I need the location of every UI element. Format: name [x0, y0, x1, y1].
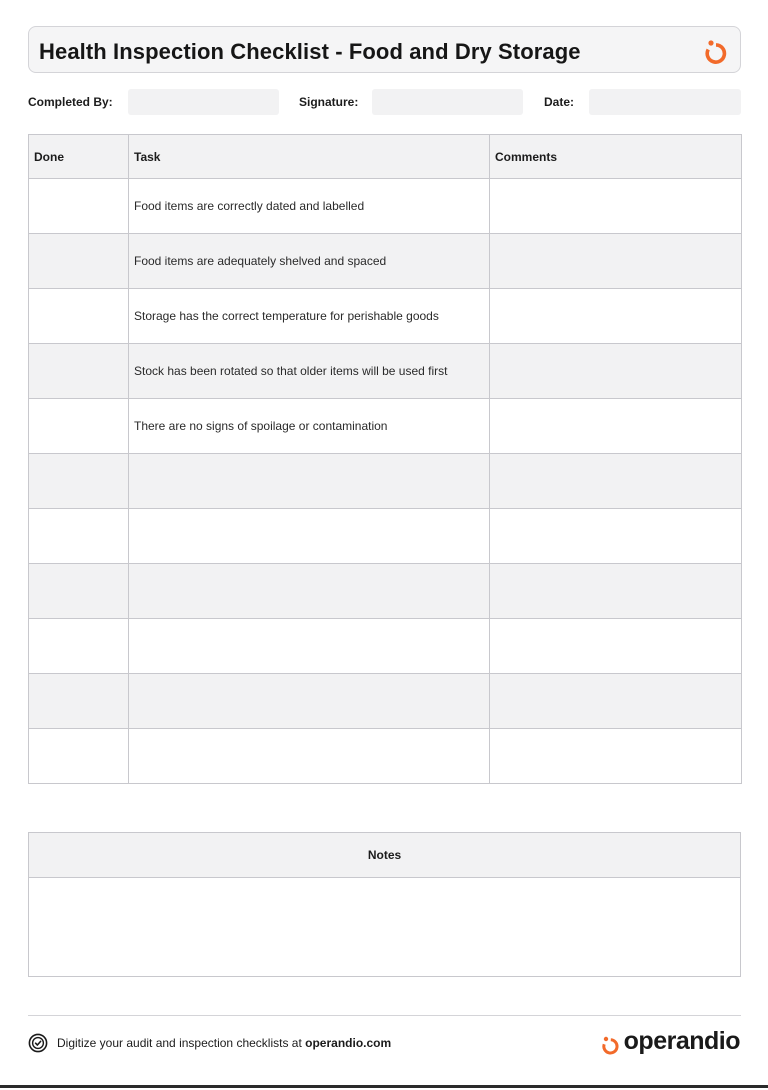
- task-cell[interactable]: [129, 729, 490, 784]
- done-cell[interactable]: [29, 564, 129, 619]
- checklist-table: [28, 134, 742, 784]
- done-cell[interactable]: [29, 619, 129, 674]
- table-row: [29, 619, 742, 674]
- footer-text: [57, 1036, 391, 1050]
- done-cell[interactable]: [29, 179, 129, 234]
- comments-cell[interactable]: [490, 234, 742, 289]
- page-bottom-rule: [0, 1085, 768, 1088]
- done-cell[interactable]: [29, 234, 129, 289]
- done-cell[interactable]: [29, 344, 129, 399]
- done-cell[interactable]: [29, 289, 129, 344]
- table-row: [29, 179, 742, 234]
- table-row: [29, 454, 742, 509]
- signature-field[interactable]: [372, 89, 523, 115]
- comments-cell[interactable]: [490, 289, 742, 344]
- task-cell: Stock has been rotated so that older items will be used first: [129, 344, 490, 399]
- table-row: [29, 289, 742, 344]
- comments-cell[interactable]: [490, 454, 742, 509]
- table-row: [29, 729, 742, 784]
- comments-cell[interactable]: [490, 729, 742, 784]
- task-cell[interactable]: [129, 674, 490, 729]
- column-header-task: Task: [129, 135, 490, 179]
- comments-cell[interactable]: [490, 564, 742, 619]
- signature-label: Signature:: [299, 95, 359, 109]
- operandio-mark-icon: [601, 1035, 621, 1055]
- task-cell: There are no signs of spoilage or contamination: [129, 399, 490, 454]
- notes-header: Notes: [29, 833, 740, 878]
- notes-area[interactable]: [29, 878, 740, 977]
- done-cell[interactable]: [29, 729, 129, 784]
- column-header-done: Done: [29, 135, 129, 179]
- table-row: [29, 509, 742, 564]
- task-cell[interactable]: [129, 564, 490, 619]
- table-row: [29, 399, 742, 454]
- task-cell[interactable]: [129, 619, 490, 674]
- task-cell[interactable]: [129, 509, 490, 564]
- table-row: [29, 674, 742, 729]
- task-cell: Storage has the correct temperature for perishable goods: [129, 289, 490, 344]
- done-cell[interactable]: [29, 509, 129, 564]
- date-label: Date:: [544, 95, 575, 109]
- task-cell: Food items are correctly dated and labelled: [129, 179, 490, 234]
- column-header-comments: Comments: [490, 135, 742, 179]
- table-header-row: [29, 135, 742, 179]
- task-cell[interactable]: [129, 454, 490, 509]
- operandio-logo-icon: [703, 38, 729, 64]
- comments-cell[interactable]: [490, 399, 742, 454]
- footer-link[interactable]: operandio.com: [305, 1036, 392, 1050]
- comments-cell[interactable]: [490, 509, 742, 564]
- completed-by-field[interactable]: [128, 89, 279, 115]
- table-row: [29, 234, 742, 289]
- footer-divider: [28, 1015, 741, 1016]
- comments-cell[interactable]: [490, 619, 742, 674]
- table-row: [29, 564, 742, 619]
- title-bar: [28, 26, 741, 73]
- check-circle-icon: [28, 1033, 48, 1053]
- task-cell: Food items are adequately shelved and spaced: [129, 234, 490, 289]
- comments-cell[interactable]: [490, 344, 742, 399]
- done-cell[interactable]: [29, 399, 129, 454]
- footer-text-prefix: Digitize your audit and inspection checklists at: [57, 1036, 306, 1050]
- brand-wordmark: operandio: [623, 1027, 740, 1055]
- table-row: [29, 344, 742, 399]
- done-cell[interactable]: [29, 674, 129, 729]
- completed-by-label: Completed By:: [28, 95, 113, 109]
- comments-cell[interactable]: [490, 674, 742, 729]
- date-field[interactable]: [589, 89, 741, 115]
- notes-box: [28, 832, 741, 977]
- done-cell[interactable]: [29, 454, 129, 509]
- comments-cell[interactable]: [490, 179, 742, 234]
- brand-logo: [601, 1027, 740, 1056]
- page-title: Health Inspection Checklist - Food and Dry Storage: [39, 39, 581, 64]
